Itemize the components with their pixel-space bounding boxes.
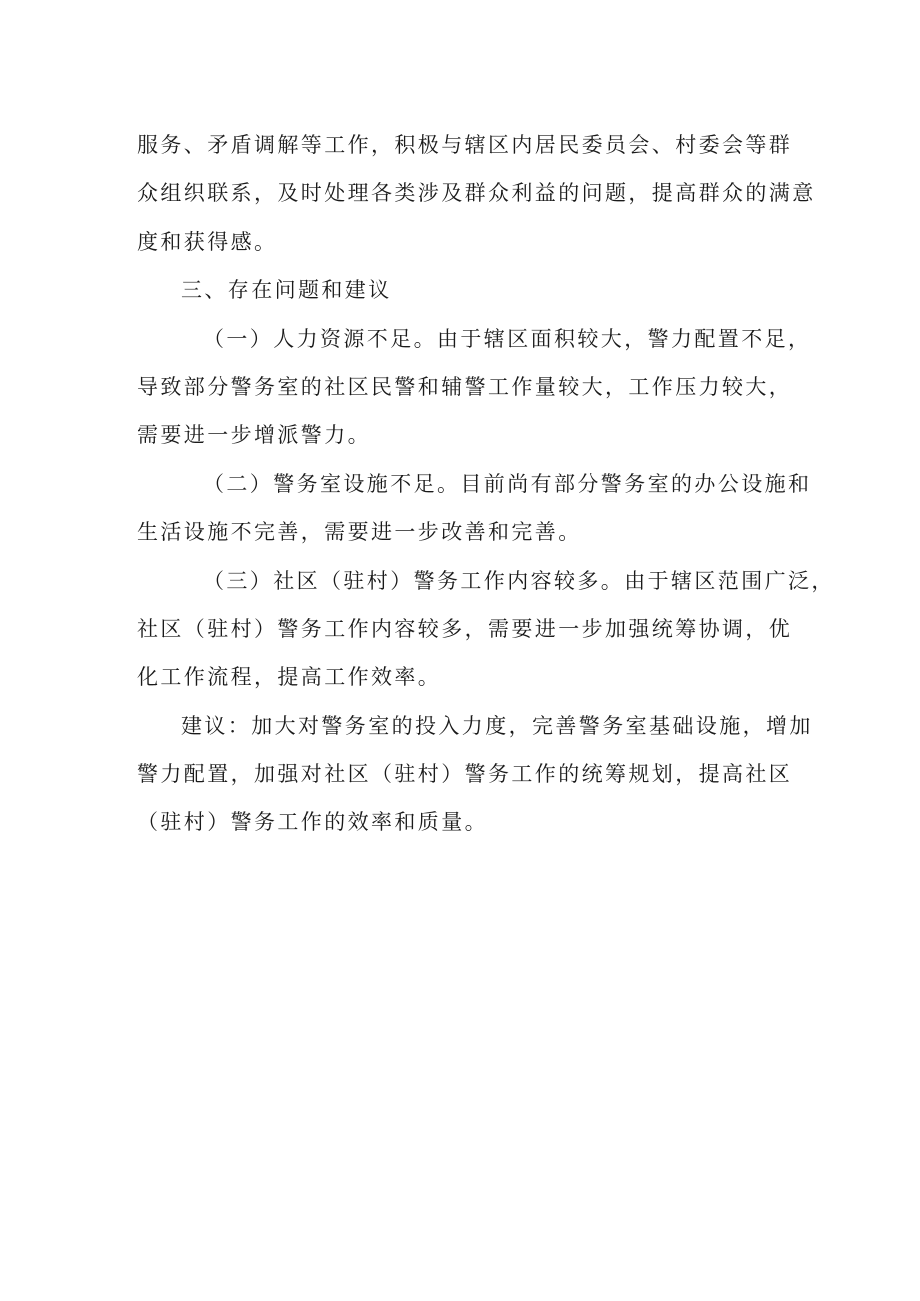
text-line: 社区（驻村）警务工作内容较多，需要进一步加强统筹协调，优 [137,616,793,641]
text-line: （三）社区（驻村）警务工作内容较多。由于辖区范围广泛， [203,568,835,593]
text-line: （二）警务室设施不足。目前尚有部分警务室的办公设施和 [203,471,812,496]
text-line: 生活设施不完善，需要进一步改善和完善。 [137,520,582,545]
document-body [137,121,835,847]
text-line: 服务、矛盾调解等工作，积极与辖区内居民委员会、村委会等群 [137,133,793,157]
text-line: 需要进一步增派警力。 [137,423,371,448]
paragraph-workload [137,557,835,702]
text-line: 导致部分警务室的社区民警和辅警工作量较大，工作压力较大， [137,374,793,399]
section-heading [137,266,797,314]
text-line: 众组织联系，及时处理各类涉及群众利益的问题，提高群众的满意 [137,181,816,206]
text-line: 度和获得感。 [137,229,278,254]
text-line: （一）人力资源不足。由于辖区面积较大，警力配置不足， [203,326,812,351]
section-heading-text: 三、存在问题和建议 [181,278,392,303]
text-line: （驻村）警务工作的效率和质量。 [137,810,488,835]
paragraph-staffing [137,315,812,460]
paragraph-continued [137,121,816,266]
text-line: 建议：加大对警务室的投入力度，完善警务室基础设施，增加 [181,713,813,738]
text-line: 警力配置，加强对社区（驻村）警务工作的统筹规划，提高社区 [137,762,793,787]
text-line: 化工作流程，提高工作效率。 [137,665,442,690]
paragraph-facilities [137,460,812,557]
paragraph-suggestions [137,702,813,847]
